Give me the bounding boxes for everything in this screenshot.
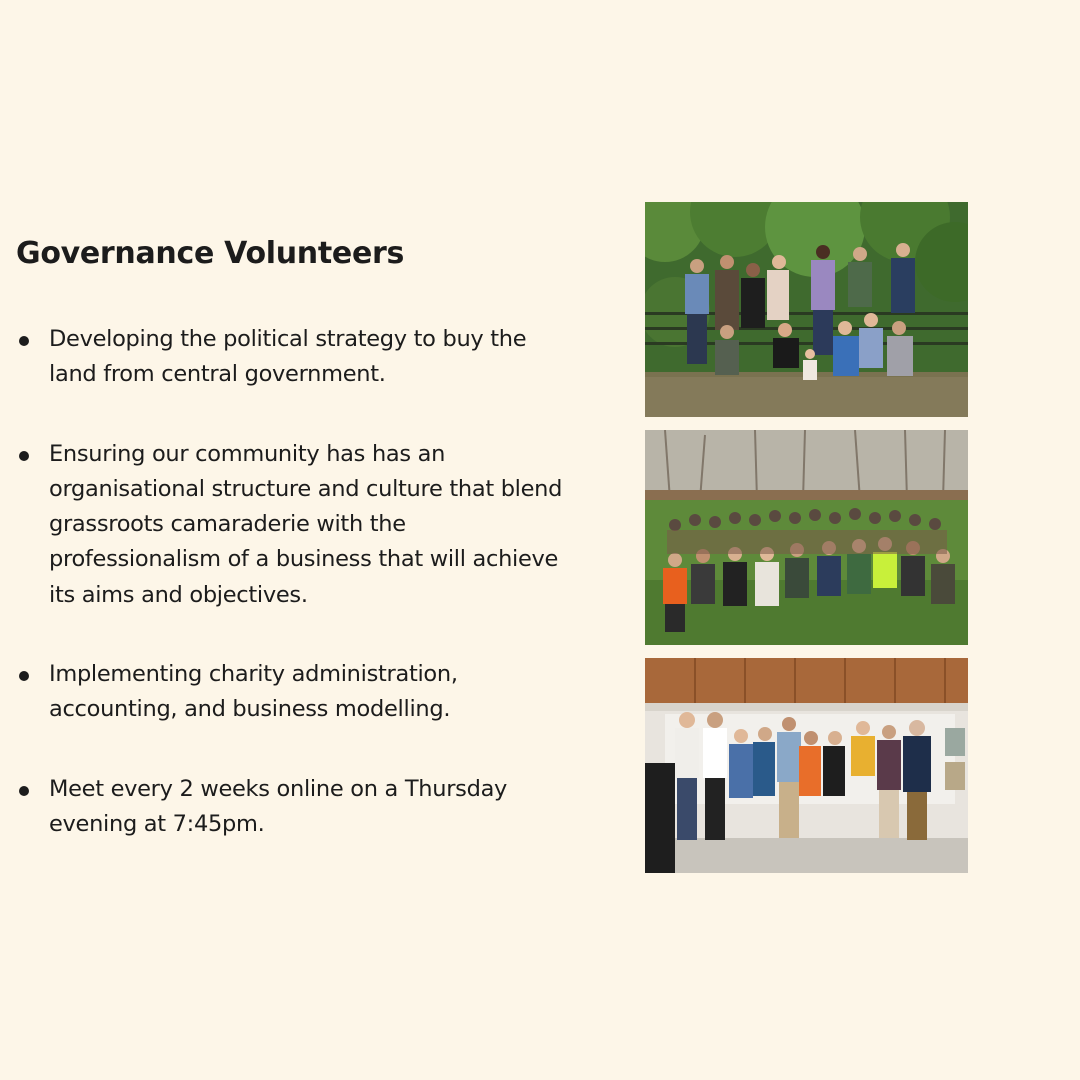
list-item — [16, 772, 576, 843]
indoor-event-photo — [645, 658, 968, 873]
park-crowd-photo — [645, 430, 968, 645]
bullet-text: Developing the political strategy to buy the land from central government. — [49, 326, 527, 388]
bullet-text: Meet every 2 weeks online on a Thursday evening at 7:45pm. — [49, 775, 508, 837]
bullet-icon — [19, 671, 29, 681]
list-item — [16, 657, 576, 728]
page-title: Governance Volunteers — [16, 236, 405, 271]
bullet-icon — [19, 786, 29, 796]
bullet-text: Ensuring our community has has an organisational structure and culture that blend grassroots camaraderie with the professionalism of a business that will achieve its aims and objectives. — [49, 440, 563, 608]
bullet-icon — [19, 336, 29, 346]
bullet-text: Implementing charity administration, accounting, and business modelling. — [49, 661, 458, 723]
list-item — [16, 437, 576, 613]
woodland-group-photo — [645, 202, 968, 417]
bullet-icon — [19, 451, 29, 461]
list-item — [16, 322, 576, 393]
bullet-list — [16, 322, 576, 842]
